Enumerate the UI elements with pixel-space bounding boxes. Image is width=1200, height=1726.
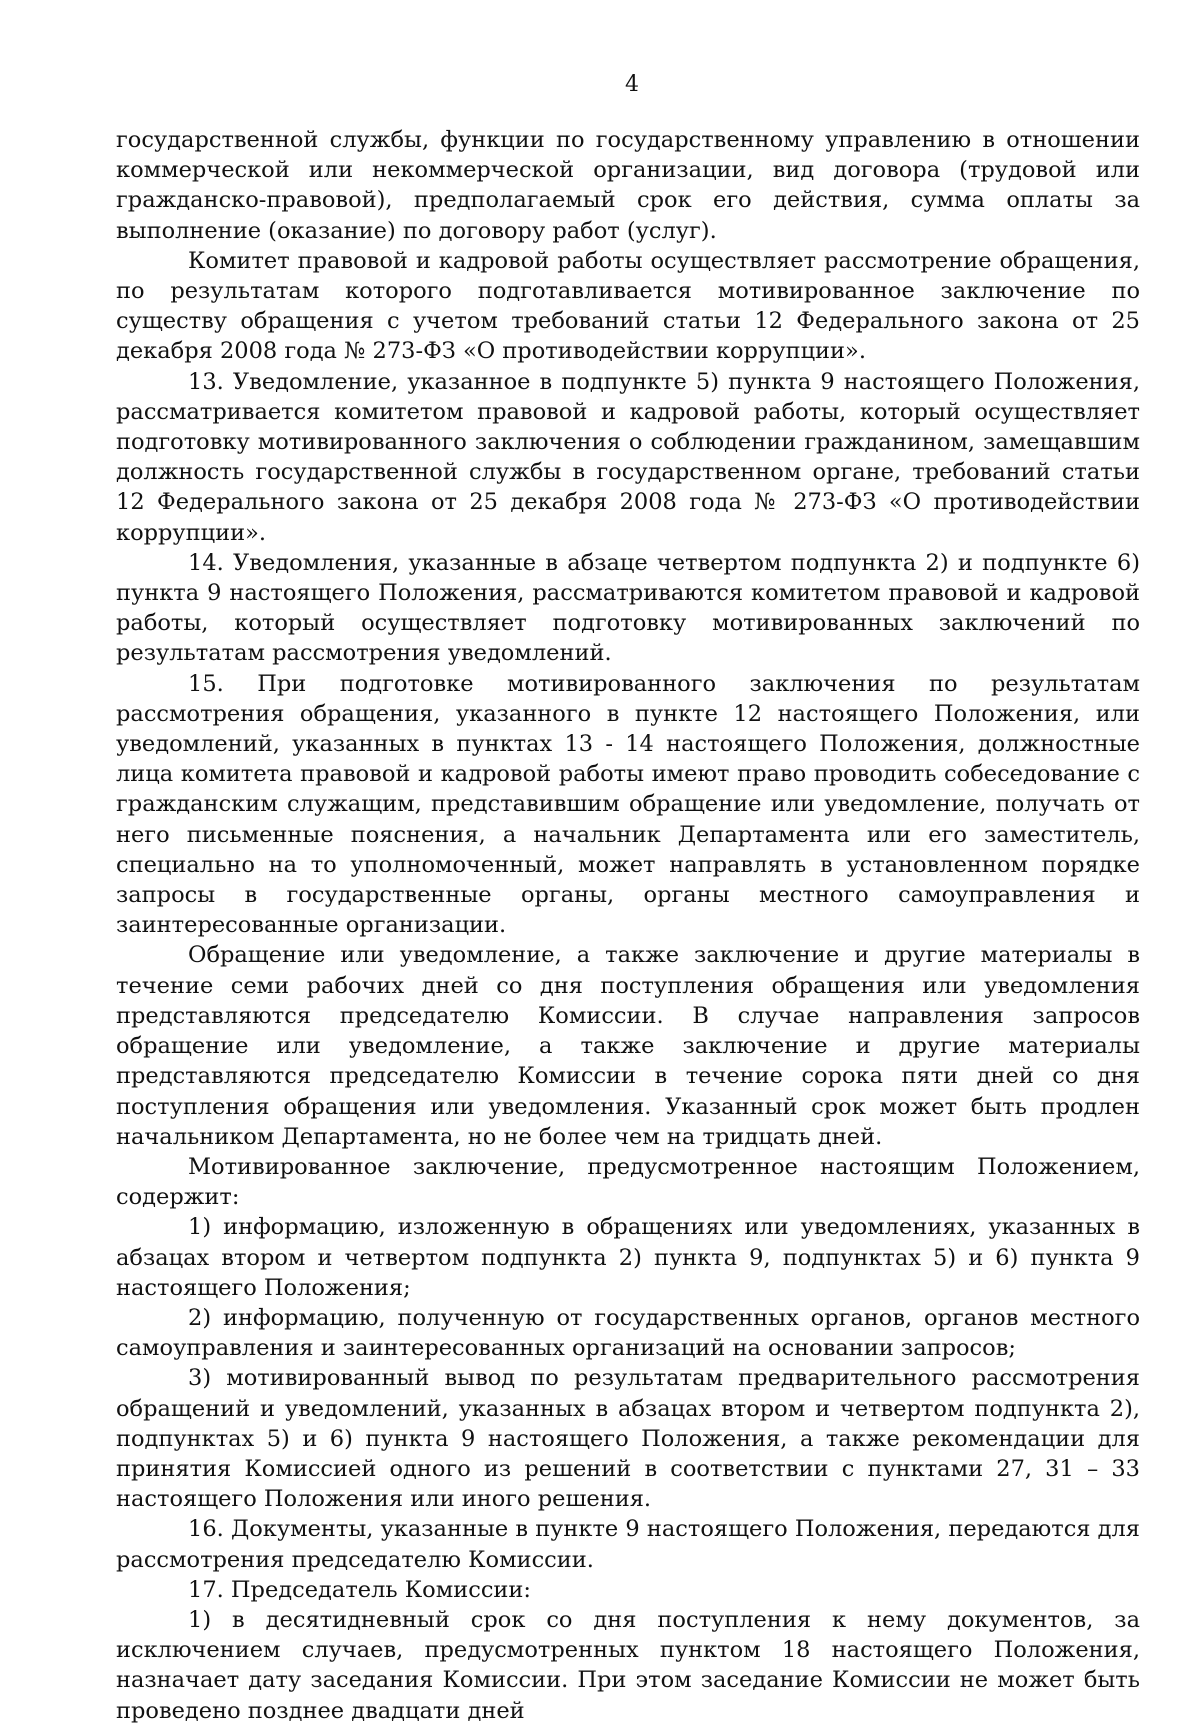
paragraph-item-14: 14. Уведомления, указанные в абзаце четвертом подпункта 2) и подпункте 6) пункта 9 настоящего Положения, рассматриваются комитетом правовой и кадровой работы, который осуществляет подготовку мотивированных заключений по результатам рассмотрения уведомлений. <box>116 549 1140 667</box>
paragraph-continuation: государственной службы, функции по государственному управлению в отношении коммерческой или некоммерческой организации, вид договора (трудовой или гражданско-правовой), предполагаемый срок его действия, сумма оплаты за выполнение (оказание) по договору работ (услуг). <box>116 127 1140 244</box>
paragraph-deadlines: Обращение или уведомление, а также заключение и другие материалы в течение семи рабочих дней со дня поступления обращения или уведомления представляются председателю Комиссии. В случае направления запросов обращение или уведомление, а также заключение и другие материалы представляются председателю Комиссии в течение сорока пяти дней со дня поступления обращения или уведомления. Указанный срок может быть продлен начальником Департамента, но не более чем на тридцать дней. <box>116 942 1140 1150</box>
paragraph-item-17: 17. Председатель Комиссии: <box>188 1576 532 1603</box>
paragraph-item-17-subitem-1: 1) в десятидневный срок со дня поступления к нему документов, за исключением случаев, предусмотренных пунктом 18 настоящего Положения, назначает дату заседания Комиссии. При этом заседание Комиссии не может быть проведено позднее двадцати дней <box>116 1606 1140 1724</box>
paragraph-item-13: 13. Уведомление, указанное в подпункте 5) пункта 9 настоящего Положения, рассматривается комитетом правовой и кадровой работы, который осуществляет подготовку мотивированного заключения о соблюдении гражданином, замещавшим должность государственной службы в государственном органе, требований статьи 12 Федерального закона от 25 декабря 2008 года № 273-ФЗ «О противодействии коррупции». <box>116 368 1140 546</box>
paragraph-subitem-2: 2) информацию, полученную от государственных органов, органов местного самоуправления и заинтересованных организаций на основании запросов; <box>116 1304 1140 1362</box>
document-body <box>116 125 1140 1726</box>
paragraph-subitem-1: 1) информацию, изложенную в обращениях или уведомлениях, указанных в абзацах втором и четвертом подпункта 2) пункта 9, подпунктах 5) и 6) пункта 9 настоящего Положения; <box>116 1214 1140 1301</box>
paragraph-item-15: 15. При подготовке мотивированного заключения по результатам рассмотрения обращения, указанного в пункте 12 настоящего Положения, или уведомлений, указанных в пунктах 13 - 14 настоящего Положения, должностные лица комитета правовой и кадровой работы имеют право проводить собеседование с гражданским служащим, представившим обращение или уведомление, получать от него письменные пояснения, а начальник Департамента или его заместитель, специально на то уполномоченный, может направлять в установленном порядке запросы в государственные органы, органы местного самоуправления и заинтересованные организации. <box>116 670 1140 939</box>
paragraph-item-16: 16. Документы, указанные в пункте 9 настоящего Положения, передаются для рассмотрения председателю Комиссии. <box>116 1516 1140 1573</box>
paragraph-subitem-3: 3) мотивированный вывод по результатам предварительного рассмотрения обращений и уведомлений, указанных в абзацах втором и четвертом подпункта 2), подпунктах 5) и 6) пункта 9 настоящего Положения, а также рекомендации для принятия Комиссией одного из решений в соответствии с пунктами 27, 31 – 33 настоящего Положения или иного решения. <box>116 1365 1140 1513</box>
page-number: 4 <box>625 72 639 97</box>
paragraph-committee-review: Комитет правовой и кадровой работы осуществляет рассмотрение обращения, по результатам которого подготавливается мотивированное заключение по существу обращения с учетом требований статьи 12 Федерального закона от 25 декабря 2008 года № 273-ФЗ «О противодействии коррупции». <box>116 247 1140 365</box>
paragraph-conclusion-contents: Мотивированное заключение, предусмотренное настоящим Положением, содержит: <box>116 1153 1140 1211</box>
